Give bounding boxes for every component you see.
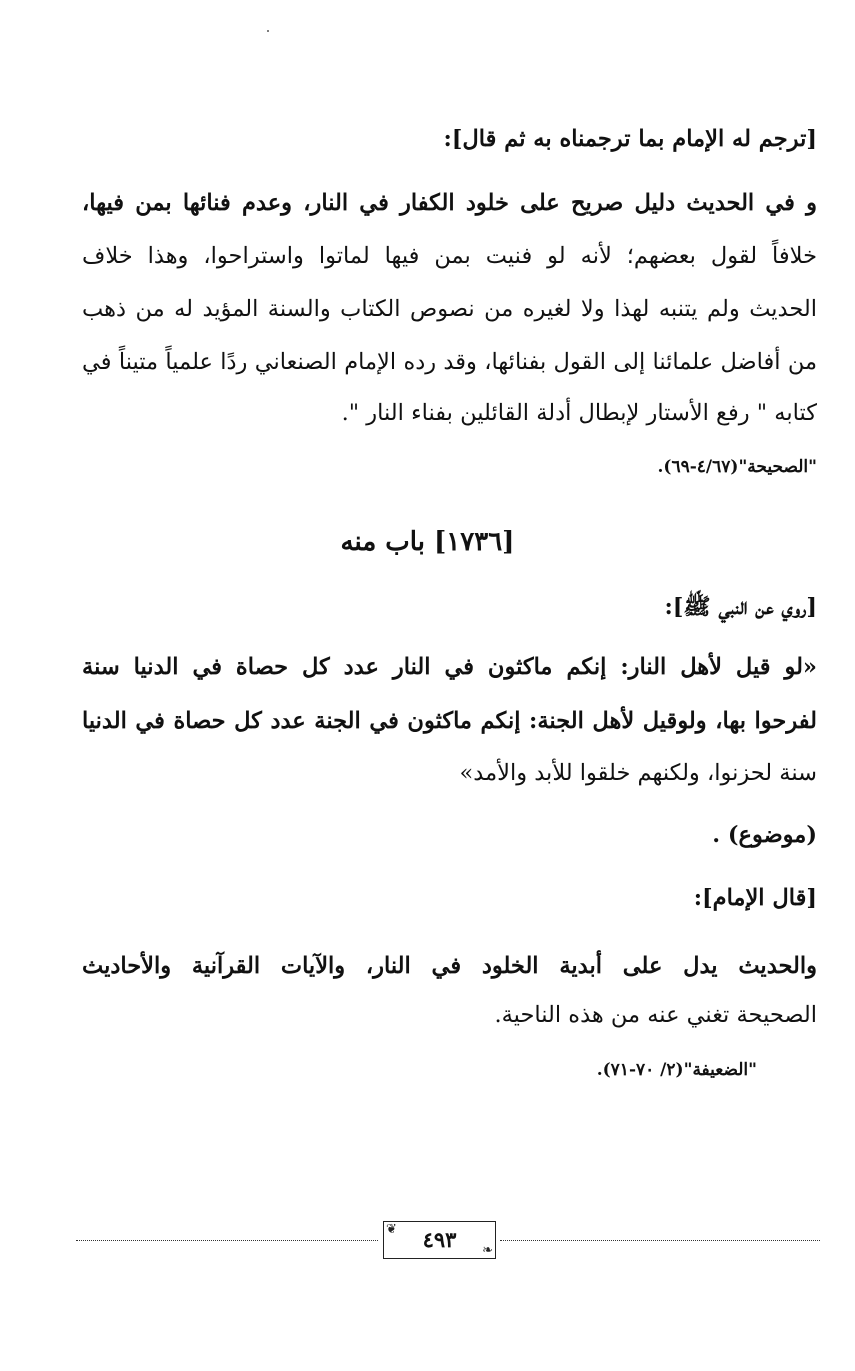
page-number-frame [383, 1221, 496, 1259]
footer-dotted-rule [76, 1240, 378, 1241]
paragraph-line: والحديث يدل على أبدية الخلود في النار، والآيات القرآنية والأحاديث [82, 953, 817, 979]
paragraph-line: الصحيحة تغني عنه من هذه الناحية. [494, 1002, 817, 1028]
chapter-heading: [١٧٣٦] باب منه [340, 527, 515, 557]
paragraph-line: من أفاضل علمائنا إلى القول بفنائها، وقد رده الإمام الصنعاني ردًا علمياً متيناً في [82, 349, 817, 375]
reference-citation: "الضعيفة"(٢/ ٧٠-٧١). [596, 1060, 757, 1080]
hadith-line: «لو قيل لأهل النار: إنكم ماكثون في النار عدد كل حصاة في الدنيا سنة [82, 654, 817, 680]
paragraph-line: خلافاً لقول بعضهم؛ لأنه لو فنيت بمن فيها لماتوا واستراحوا، وهذا خلاف [82, 243, 817, 269]
ornament-icon: ❦ [386, 1222, 397, 1237]
imam-label: [قال الإمام]: [693, 885, 817, 911]
reference-citation: "الصحيحة"(٤/٦٧-٦٩). [657, 457, 817, 477]
grading-label: (موضوع) . [712, 822, 817, 848]
paragraph-line: و في الحديث دليل صريح على خلود الكفار في النار، وعدم فنائها بمن فيها، [82, 190, 817, 216]
ornament-icon: ❧ [482, 1243, 493, 1258]
hadith-line: سنة لحزنوا، ولكنهم خلقوا للأبد والأمد» [459, 760, 817, 786]
paragraph-line: الحديث ولم يتنبه لهذا ولا لغيره من نصوص الكتاب والسنة المؤيد له من ذهب [82, 296, 817, 322]
page-number: ٤٩٣ [422, 1227, 457, 1252]
narration-label: [روي عن النبي ﷺ]: [664, 594, 817, 620]
intro-line: [ترجم له الإمام بما ترجمناه به ثم قال]: [443, 126, 817, 152]
hadith-line: لفرحوا بها، ولوقيل لأهل الجنة: إنكم ماكثون في الجنة عدد كل حصاة في الدنيا [82, 708, 817, 734]
paragraph-line: كتابه " رفع الأستار لإبطال أدلة القائلين بفناء النار ". [341, 400, 817, 426]
footer-dotted-rule [500, 1240, 820, 1241]
scan-speck [267, 30, 269, 32]
